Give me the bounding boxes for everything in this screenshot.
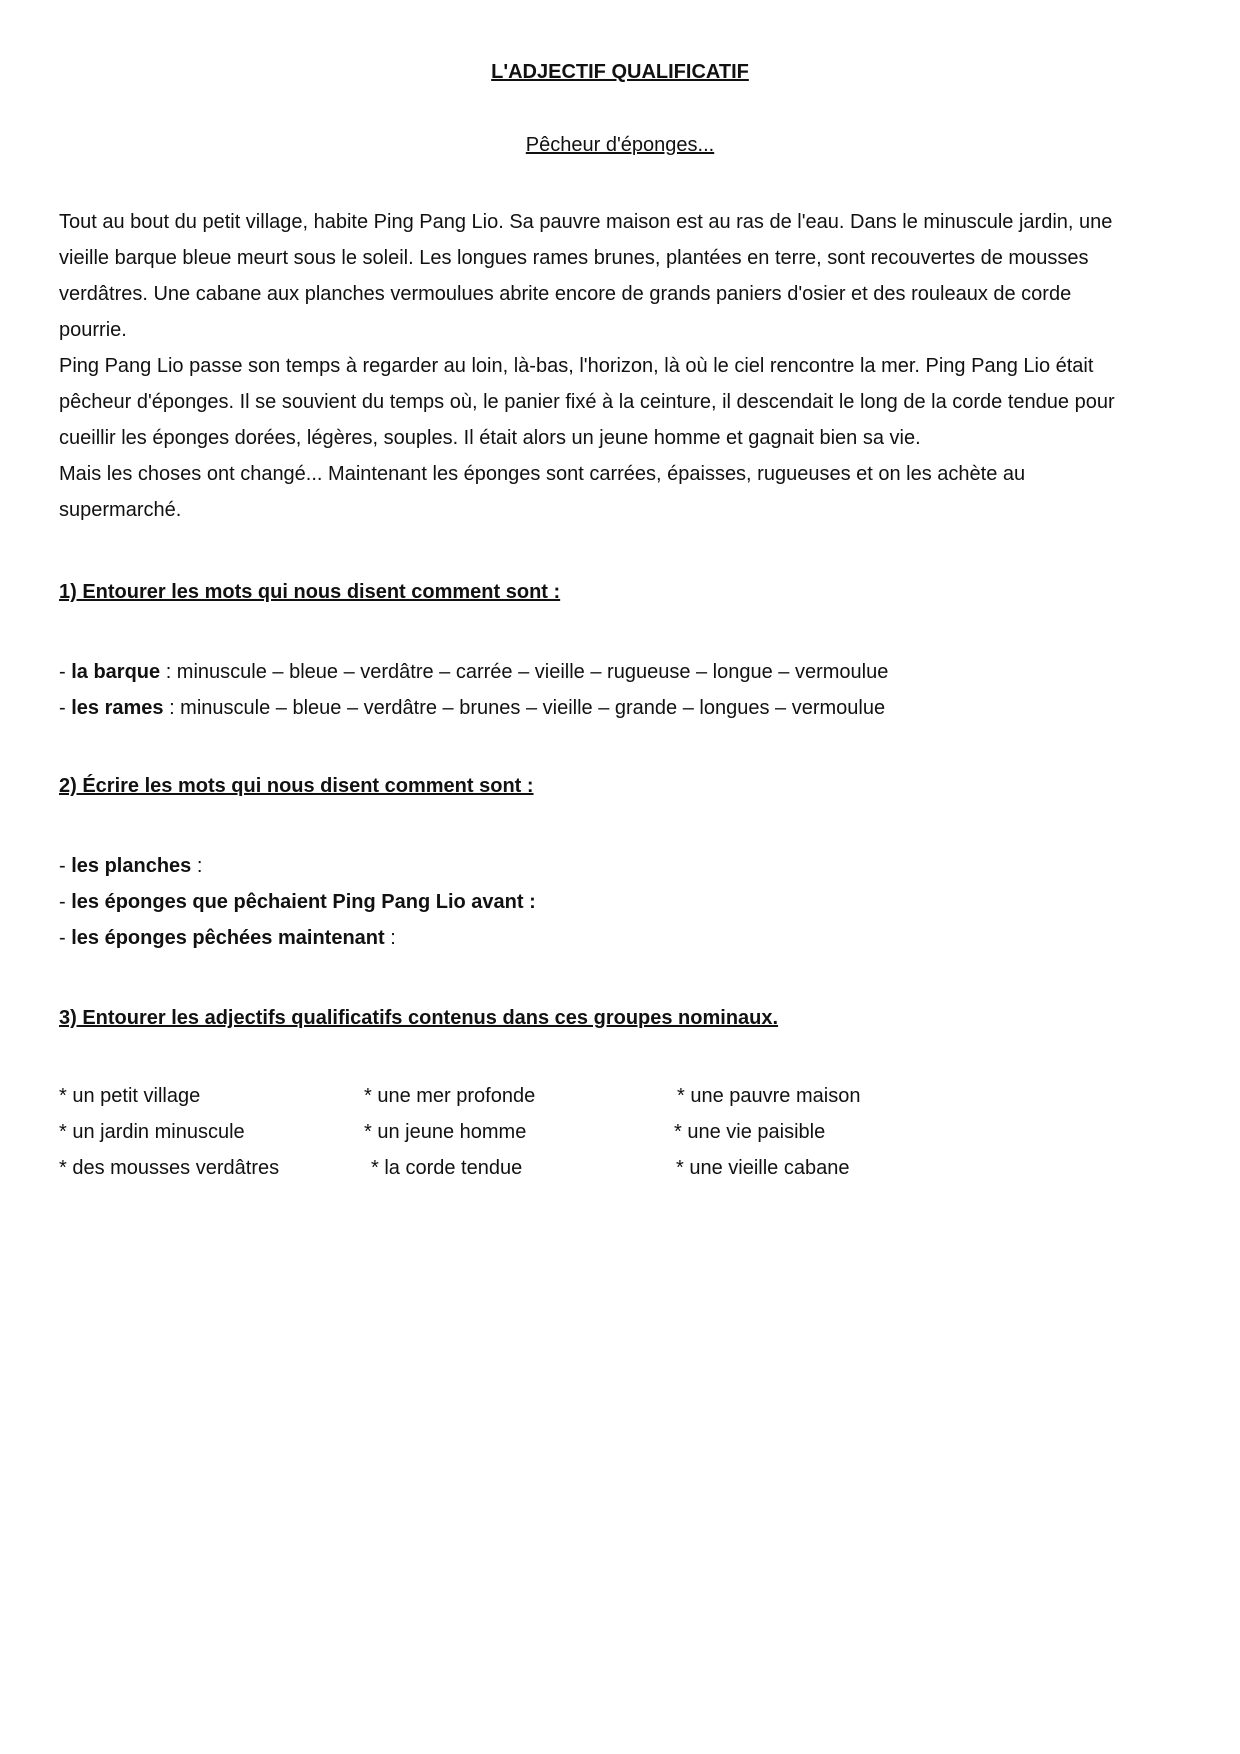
document-title: L'ADJECTIF QUALIFICATIF bbox=[491, 61, 749, 83]
noun-group: * une mer profonde bbox=[364, 1085, 536, 1107]
exercise-2-list bbox=[59, 852, 1189, 960]
story-line: pourrie. bbox=[59, 319, 127, 341]
exercise-2-item bbox=[59, 852, 1189, 888]
exercise-2-heading: 2) Écrire les mots qui nous disent comment sont : bbox=[59, 775, 534, 797]
story-text bbox=[59, 208, 1189, 532]
item-subject: les éponges que pêchaient Ping Pang Lio avant : bbox=[71, 891, 536, 913]
item-dash: - bbox=[59, 697, 72, 719]
exercise-1-list bbox=[59, 658, 1189, 730]
item-dash: - bbox=[59, 891, 72, 913]
exercise-3-heading: 3) Entourer les adjectifs qualificatifs contenus dans ces groupes nominaux. bbox=[59, 1007, 779, 1029]
story-line: supermarché. bbox=[59, 499, 182, 521]
exercise-2-item bbox=[59, 924, 1189, 960]
document-subtitle: Pêcheur d'éponges... bbox=[525, 134, 715, 156]
item-subject: les rames bbox=[71, 697, 164, 719]
story-line: Ping Pang Lio passe son temps à regarder au loin, là-bas, l'horizon, là où le ciel rencontre la mer. Ping Pang Lio était bbox=[59, 355, 1094, 377]
noun-group: * un jardin minuscule bbox=[59, 1121, 245, 1143]
item-dash: - bbox=[59, 927, 72, 949]
exercise-3-row bbox=[59, 1082, 1189, 1118]
item-choices: : minuscule – bleue – verdâtre – brunes – vieille – grande – longues – vermoulue bbox=[163, 697, 886, 719]
item-subject: les planches bbox=[71, 855, 192, 877]
exercise-3-grid bbox=[59, 1082, 1189, 1190]
story-line: vieille barque bleue meurt sous le soleil. Les longues rames brunes, plantées en terre, sont recouvertes de mousses bbox=[59, 247, 1089, 269]
item-dash: - bbox=[59, 855, 72, 877]
story-line: Tout au bout du petit village, habite Ping Pang Lio. Sa pauvre maison est au ras de l'eau. Dans le minuscule jardin, une bbox=[59, 211, 1113, 233]
noun-group: * une pauvre maison bbox=[677, 1085, 861, 1107]
noun-group: * un petit village bbox=[59, 1085, 201, 1107]
exercise-1-item bbox=[59, 694, 1189, 730]
noun-group: * la corde tendue bbox=[371, 1157, 523, 1179]
noun-group: * un jeune homme bbox=[364, 1121, 527, 1143]
exercise-3-row bbox=[59, 1118, 1189, 1154]
item-dash: - bbox=[59, 661, 72, 683]
story-line: Mais les choses ont changé... Maintenant les éponges sont carrées, épaisses, rugueuses et on les achète au bbox=[59, 463, 1026, 485]
exercise-1-item bbox=[59, 658, 1189, 694]
noun-group: * une vie paisible bbox=[674, 1121, 826, 1143]
exercise-1-heading: 1) Entourer les mots qui nous disent comment sont : bbox=[59, 581, 561, 603]
item-answer-prompt: : bbox=[384, 927, 396, 949]
item-subject: la barque bbox=[71, 661, 161, 683]
story-line: pêcheur d'éponges. Il se souvient du temps où, le panier fixé à la ceinture, il descendait le long de la corde tendue pour bbox=[59, 391, 1115, 413]
exercise-3-row bbox=[59, 1154, 1189, 1190]
noun-group: * des mousses verdâtres bbox=[59, 1157, 280, 1179]
noun-group: * une vieille cabane bbox=[676, 1157, 850, 1179]
exercise-2-item bbox=[59, 888, 1189, 924]
story-line: verdâtres. Une cabane aux planches vermoulues abrite encore de grands paniers d'osier et des rouleaux de corde bbox=[59, 283, 1072, 305]
item-subject: les éponges pêchées maintenant bbox=[71, 927, 385, 949]
item-answer-prompt: : bbox=[191, 855, 203, 877]
story-line: cueillir les éponges dorées, légères, souples. Il était alors un jeune homme et gagnait bien sa vie. bbox=[59, 427, 921, 449]
item-choices: : minuscule – bleue – verdâtre – carrée – vieille – rugueuse – longue – vermoulue bbox=[160, 661, 889, 683]
